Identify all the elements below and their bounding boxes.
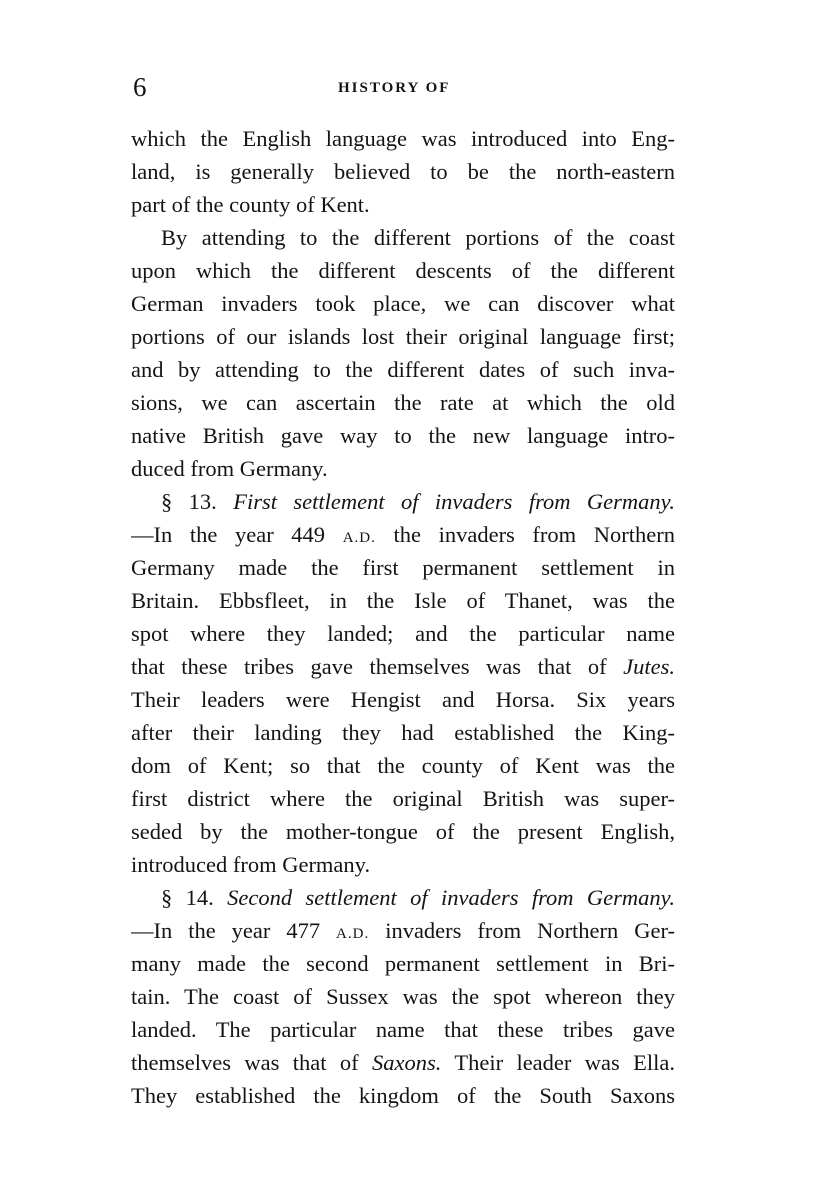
text-line: landed. The particular name that these tribes gave <box>131 1017 675 1042</box>
text-line: Germany made the first permanent settlement in <box>131 555 675 580</box>
running-title: HISTORY OF <box>338 80 451 96</box>
text-line: first district where the original British was super- <box>131 786 675 811</box>
text-span: Their leader was Ella. <box>454 1050 675 1075</box>
italic-term: Saxons. <box>371 1050 442 1075</box>
text-line <box>131 650 675 683</box>
text-span: —In the year 449 <box>131 522 326 547</box>
text-line <box>131 518 675 551</box>
text-line: By attending to the different portions of the coast <box>161 225 675 250</box>
text-line: part of the county of Kent. <box>131 192 370 217</box>
section-title: Second settlement of invaders from Germany. <box>227 885 675 910</box>
page-number: 6 <box>133 72 147 102</box>
section-mark: § 14. <box>161 885 214 910</box>
text-span: that these tribes gave themselves was that of <box>131 654 607 679</box>
text-span: themselves was that of <box>131 1050 359 1075</box>
text-line: introduced from Germany. <box>131 852 371 877</box>
text-line: They established the kingdom of the South Saxons <box>131 1083 675 1108</box>
body-text <box>131 122 675 1112</box>
text-line: upon which the different descents of the different <box>131 258 675 283</box>
text-span: —In the year 477 <box>131 918 321 943</box>
text-span: invaders from Northern Ger- <box>385 918 675 943</box>
section-heading-14 <box>131 881 675 914</box>
text-line: many made the second permanent settlement in Bri- <box>131 951 675 976</box>
era-abbreviation: A.D. <box>342 530 376 546</box>
section-heading-13 <box>131 485 675 518</box>
text-line <box>131 1046 675 1079</box>
text-line: Britain. Ebbsfleet, in the Isle of Thanet, was the <box>131 588 675 613</box>
text-line: and by attending to the different dates of such inva- <box>131 357 675 382</box>
text-line <box>131 914 675 947</box>
text-line: duced from Germany. <box>131 456 328 481</box>
text-line: native British gave way to the new language intro- <box>131 423 675 448</box>
section-title: First settlement of invaders from Germany. <box>233 489 675 514</box>
text-line: seded by the mother-tongue of the present English, <box>131 819 675 844</box>
text-line: spot where they landed; and the particular name <box>131 621 675 646</box>
text-line: Their leaders were Hengist and Horsa. Six years <box>131 687 675 712</box>
text-line: sions, we can ascertain the rate at which the old <box>131 390 675 415</box>
text-span: the invaders from Northern <box>393 522 675 547</box>
section-mark: § 13. <box>161 489 217 514</box>
text-line: dom of Kent; so that the county of Kent was the <box>131 753 675 778</box>
text-line: which the English language was introduced into Eng- <box>131 126 675 151</box>
text-line: after their landing they had established the King- <box>131 720 675 745</box>
text-line: land, is generally believed to be the north-eastern <box>131 159 675 184</box>
italic-term: Jutes. <box>623 654 675 679</box>
text-line: portions of our islands lost their original language first; <box>131 324 675 349</box>
text-line: tain. The coast of Sussex was the spot whereon they <box>131 984 675 1009</box>
text-line: German invaders took place, we can discover what <box>131 291 675 316</box>
era-abbreviation: A.D. <box>336 926 370 942</box>
